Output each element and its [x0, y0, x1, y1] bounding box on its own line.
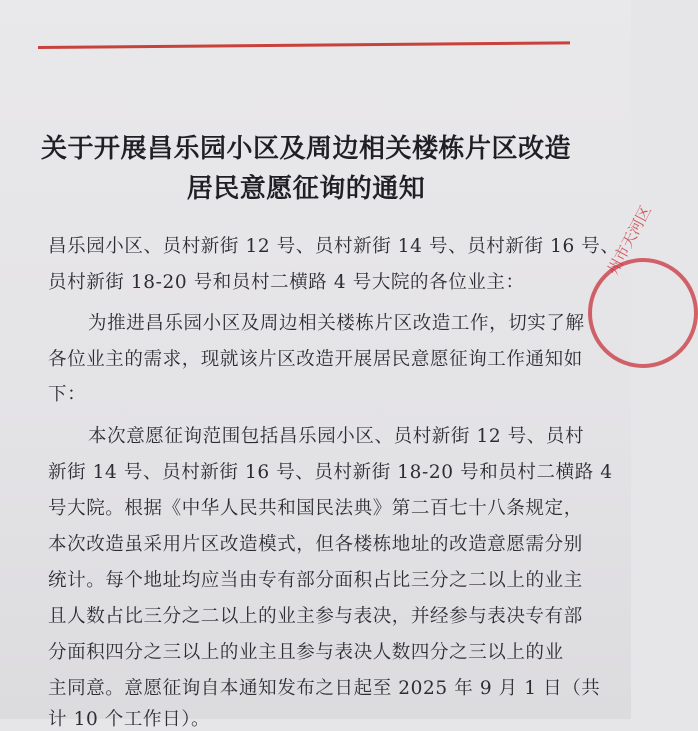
body-line-3: 为推进昌乐园小区及周边相关楼栋片区改造工作，切实了解 — [88, 313, 585, 334]
body-line-9: 本次改造虽采用片区改造模式，但各楼栋地址的改造意愿需分别 — [48, 534, 583, 555]
red-header-rule — [38, 41, 570, 49]
body-line-5: 下： — [48, 384, 87, 405]
body-line-13: 主同意。意愿征询自本通知发布之日起至 2025 年 9 月 1 日（共 — [48, 678, 601, 699]
body-line-6: 本次意愿征询范围包括昌乐园小区、员村新街 12 号、员村 — [88, 426, 585, 447]
body-line-1: 昌乐园小区、员村新街 12 号、员村新街 14 号、员村新街 16 号、 — [48, 236, 620, 257]
body-line-14: 计 10 个工作日）。 — [48, 709, 211, 730]
notice-title-line-2: 居民意愿征询的通知 — [186, 174, 426, 204]
notice-title-line-1: 关于开展昌乐园小区及周边相关楼栋片区改造 — [40, 134, 571, 164]
body-line-8: 号大院。根据《中华人民共和国民法典》第二百七十八条规定， — [48, 498, 583, 519]
body-line-12: 分面积四分之三以上的业主且参与表决人数四分之三以上的业 — [48, 642, 564, 663]
official-seal — [588, 202, 698, 368]
body-line-11: 且人数占比三分之二以上的业主参与表决，并经参与表决专有部 — [48, 606, 583, 627]
body-line-2: 员村新街 18-20 号和员村二横路 4 号大院的各位业主： — [48, 272, 525, 293]
body-line-10: 统计。每个地址均应当由专有部分面积占比三分之二以上的业主 — [48, 570, 583, 591]
body-line-4: 各位业主的需求，现就该片区改造开展居民意愿征询工作通知如 — [48, 349, 583, 370]
body-line-7: 新街 14 号、员村新街 16 号、员村新街 18-20 号和员村二横路 4 — [48, 462, 613, 483]
seal-text: 州市天河区 — [603, 202, 655, 278]
